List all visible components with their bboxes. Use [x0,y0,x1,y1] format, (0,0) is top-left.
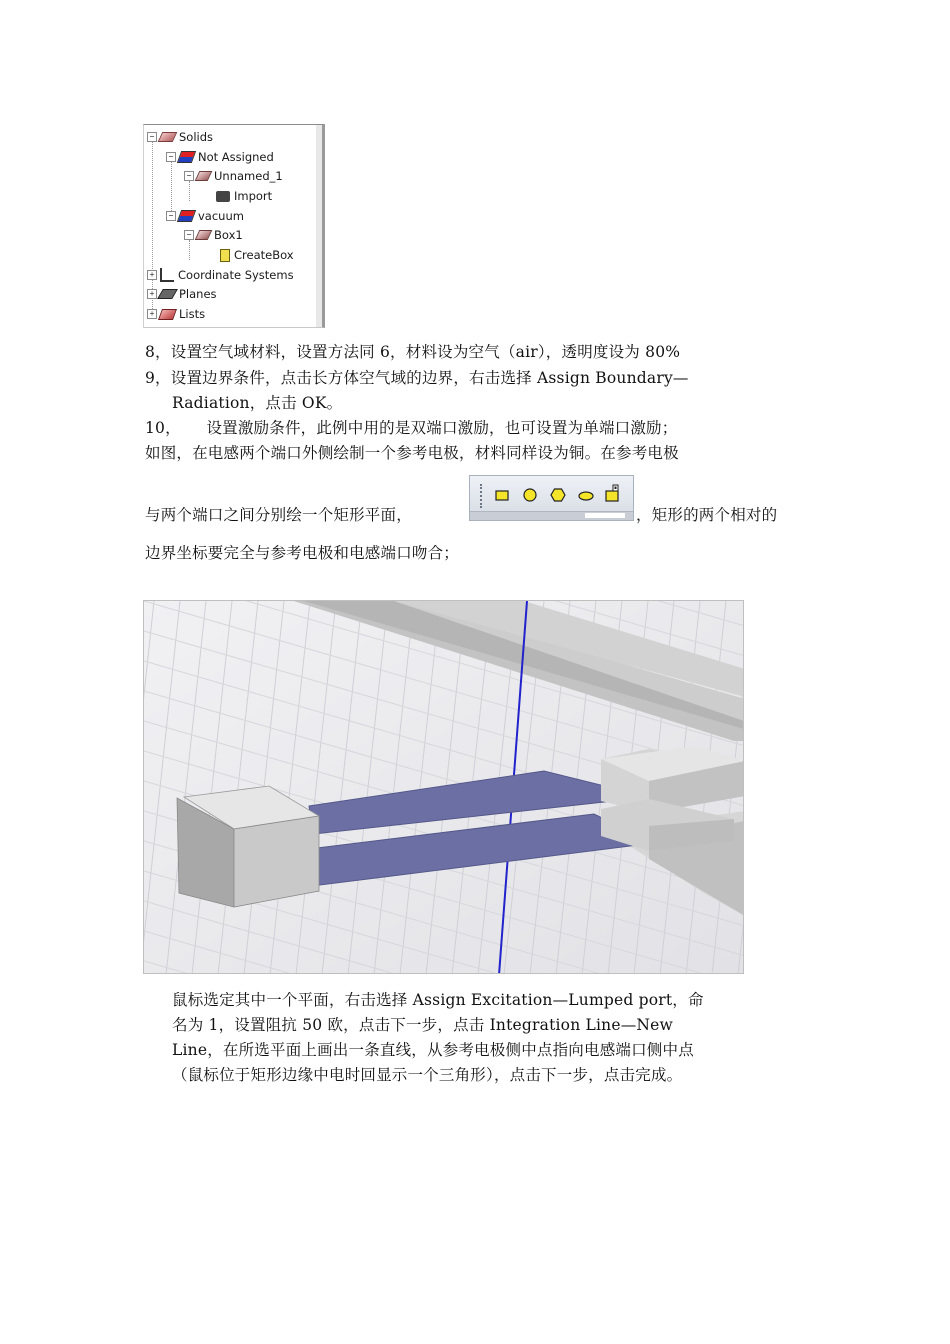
reference-electrode-front [234,816,319,907]
polygon-icon[interactable] [550,488,566,502]
planes-icon [157,289,178,299]
tree-item-import[interactable] [216,187,272,205]
step-8-text: 8，设置空气域材料，设置方法同 6，材料设为空气（air），透明度设为 80% [145,343,681,361]
rectangle-icon[interactable] [494,488,510,502]
material-icon [177,210,196,222]
tree-item-label: Import [234,189,273,203]
tree-item-lists[interactable] [147,305,205,323]
tree-item-not-assigned[interactable] [166,148,274,166]
collapse-toggle[interactable]: − [147,132,157,142]
circle-icon[interactable] [522,488,538,502]
tree-item-solids[interactable] [147,128,213,146]
tree-item-label: Planes [179,287,217,301]
solid-object-icon [195,171,213,181]
tree-item-label: Box1 [214,228,243,242]
model-3d-view[interactable] [143,600,744,974]
import-icon [216,191,230,202]
tree-item-label: Not Assigned [198,150,274,164]
tree-item-createbox[interactable] [220,246,294,264]
solids-icon [158,132,178,142]
expand-toggle[interactable]: + [147,309,157,319]
step-9-text-cont: Radiation，点击 OK。 [172,394,343,412]
step-10-text-before-toolbar: 与两个端口之间分别绘一个矩形平面， [145,506,412,524]
toolbar-grip [480,484,484,508]
solid-object-icon [195,230,213,240]
model-3d-canvas[interactable] [144,601,744,974]
note-text-cont: 名为 1，设置阻抗 50 欧，点击下一步，点击 Integration Line—New [172,1016,674,1034]
collapse-toggle[interactable]: − [166,211,176,221]
region-icon[interactable] [604,484,620,502]
step-10-text-after-toolbar: ，矩形的两个相对的 [636,506,778,524]
tree-item-vacuum[interactable] [166,207,244,225]
note-text-cont: Line，在所选平面上画出一条直线，从参考电极侧中点指向电感端口侧中点 [172,1041,694,1059]
create-box-icon [220,249,230,262]
step-9-text: 9，设置边界条件，点击长方体空气域的边界，右击选择 Assign Boundary— [145,369,689,387]
draw-toolbar-image [469,475,634,521]
step-10-text-end: 边界坐标要完全与参考电极和电感端口吻合； [145,544,460,562]
tree-item-planes[interactable] [147,285,217,303]
tree-item-label: vacuum [198,209,244,223]
project-tree [143,124,325,328]
coordinate-systems-icon [160,268,174,282]
tree-item-label: Lists [179,307,206,321]
tree-item-label: Solids [179,130,214,144]
note-text: 鼠标选定其中一个平面，右击选择 Assign Excitation—Lumped port，命 [172,991,704,1009]
expand-toggle[interactable]: + [147,289,157,299]
note-text-cont: （鼠标位于矩形边缘中电时回显示一个三角形），点击下一步，点击完成。 [172,1066,683,1084]
lists-icon [158,309,177,320]
tree-scrollbar[interactable] [316,125,322,327]
material-icon [177,151,196,163]
toolbar-bottom-edge [470,511,633,520]
tree-item-coordinate-systems[interactable] [147,266,294,284]
tree-item-label: CreateBox [234,248,294,262]
collapse-toggle[interactable]: − [166,152,176,162]
ellipse-icon[interactable] [578,488,594,502]
collapse-toggle[interactable]: − [184,171,194,181]
collapse-toggle[interactable]: − [184,230,194,240]
tree-item-label: Unnamed_1 [214,169,283,183]
expand-toggle[interactable]: + [147,270,157,280]
tree-item-label: Coordinate Systems [178,268,294,282]
step-10-text-cont: 如图，在电感两个端口外侧绘制一个参考电极，材料同样设为铜。在参考电极 [145,444,679,462]
tree-item-box1[interactable] [184,226,243,244]
step-10-text: 10， 设置激励条件，此例中用的是双端口激励，也可设置为单端口激励； [145,419,678,437]
tree-item-unnamed-1[interactable] [184,167,283,185]
